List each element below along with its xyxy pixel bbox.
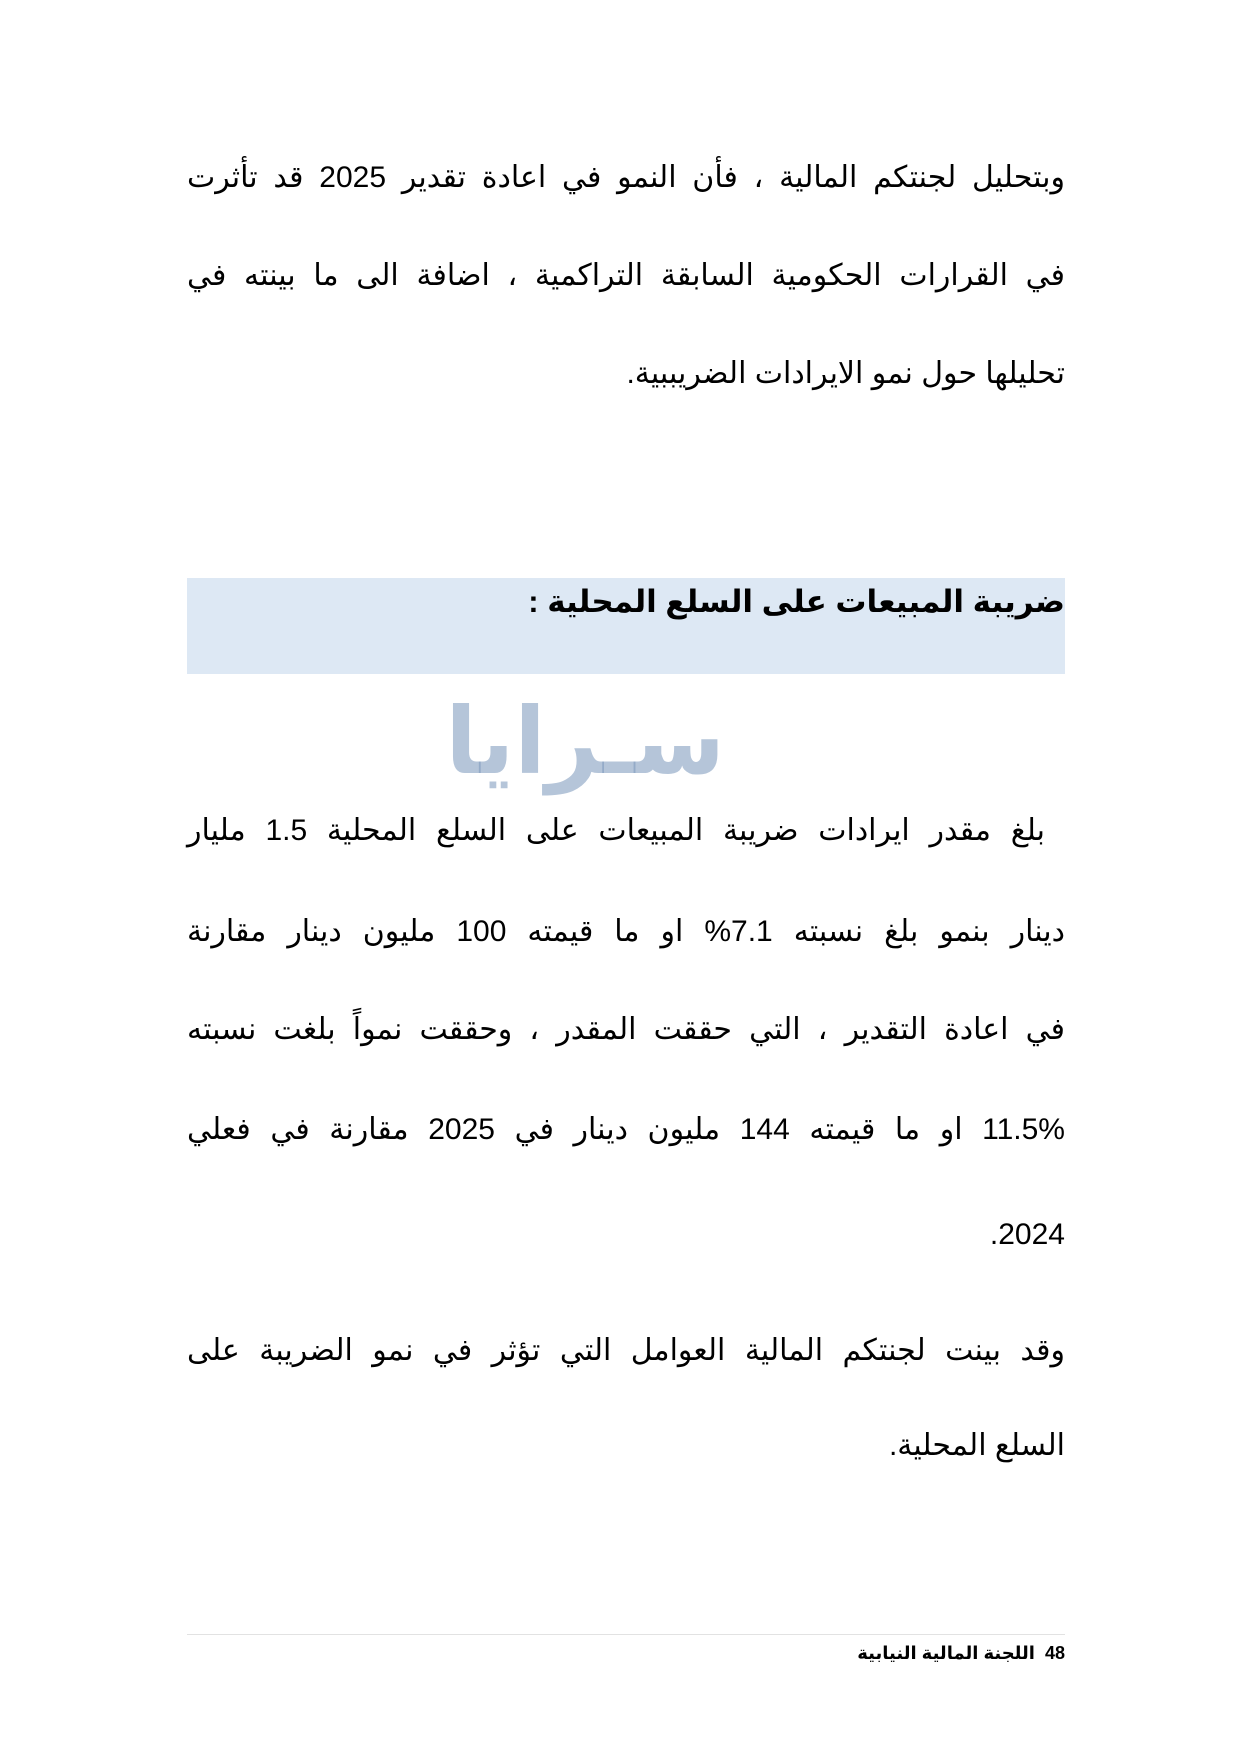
paragraph-2-line-2: دينار بنمو بلغ نسبته 7.1% او ما قيمته 100 مليون دينار مقارنة [187,915,1065,948]
paragraph-3-line-1: وقد بينت لجنتكم المالية العوامل التي تؤثر في نمو الضريبة على [187,1334,1065,1367]
footer-divider [187,1634,1065,1635]
footer-title: اللجنة المالية النيابية [857,1643,1035,1663]
paragraph-1-line-1: وبتحليل لجنتكم المالية ، فأن النمو في اعادة تقدير 2025 قد تأثرت [187,161,1065,194]
paragraph-2-line-3: في اعادة التقدير ، التي حققت المقدر ، وحققت نمواً بلغت نسبته [187,1013,1065,1046]
watermark-logo: سـرايا [445,691,725,793]
paragraph-3-line-2: السلع المحلية. [888,1429,1065,1462]
paragraph-1-line-3: تحليلها حول نمو الايرادات الضريببية. [626,357,1065,390]
paragraph-2-line-1: بلغ مقدر ايرادات ضريبة المبيعات على السلع المحلية 1.5 مليار [187,814,1045,847]
paragraph-2-line-4: 11.5% او ما قيمته 144 مليون دينار في 2025 مقارنة في فعلي [187,1113,1065,1146]
page-number: 48 [1044,1643,1065,1663]
paragraph-2-line-5: 2024. [989,1218,1065,1251]
paragraph-1-line-2: في القرارات الحكومية السابقة التراكمية ، اضافة الى ما بينته في [187,259,1065,292]
page-footer [187,1640,1065,1666]
section-heading: ضريبة المبيعات على السلع المحلية : [528,584,1065,619]
